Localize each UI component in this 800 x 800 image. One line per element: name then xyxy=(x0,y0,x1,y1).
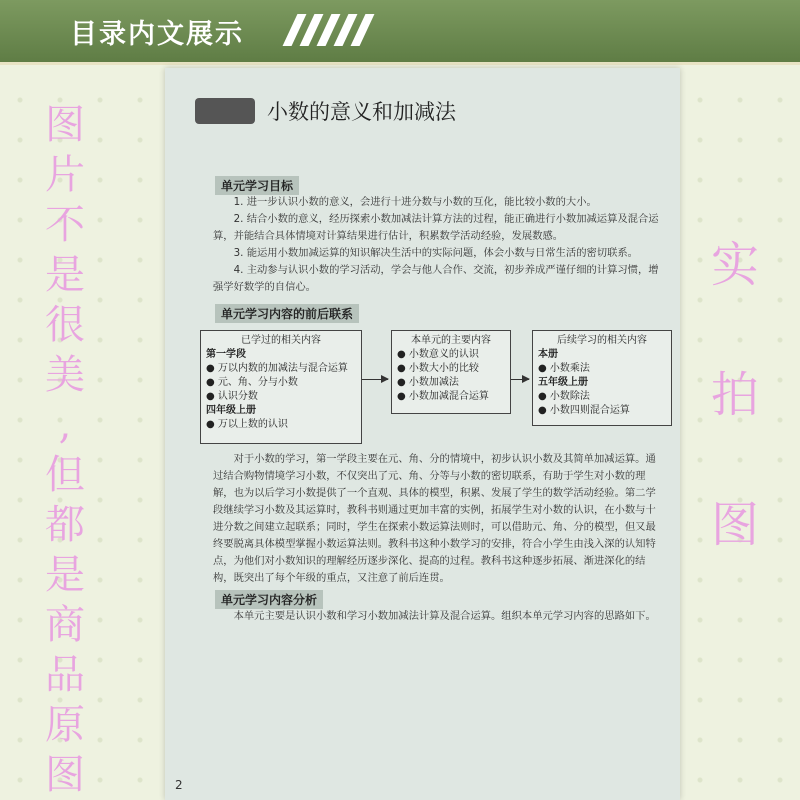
side-caption-right: 实 拍 图 xyxy=(710,237,759,553)
relation-text: 对于小数的学习，第一学段主要在元、角、分的情境中，初步认识小数及其简单加减运算。通过结合购物情境学习小数，不仅突出了元、角、分等与小数的密切联系，有助于学生对小数的理解，也为以后学习小数提供了一个直观、具体的模型，积累、发展了学生的数学活动经验。第二学段继续学习小数及其运算时，教科书则通过更加丰富的实例，拓展学生对小数的认识，在小数与十进分数之间建立起联系；同时，学生在探索小数运算法则时，可以借助元、角、分的模型，但又最终要脱离具体模型掌握小数运算法则。教科书这种小数学习的安排，符合小学生由浅入深的认知特点，为他们对小数知识的理解经历逐步深化、提高的过程。教科书这种逐步拓展、渐进深化的结构，既突出了每个年级的重点，又注意了前后连贯。 xyxy=(213,453,656,584)
goals-text: 1. 进一步认识小数的意义，会进行十进分数与小数的互化，能比较小数的大小。 2. 结合小数的意义，经历探索小数加减法计算方法的过程，能正确进行小数加减运算及混合运算，并能结合具体情境对计算结果进行估计，积累数学活动经验，发展数感。 3. 能运用小数加减运算的知识解决生活中的实际问题，体会小数与日常生活的密切联系。 4. 主动参与认识小数的学习活动，学会与他人合作、交流，初步养成严谨仔细的计算习惯，增强学好数学的自信心。 xyxy=(213,196,659,293)
analysis-text: 本单元主要是认识小数和学习小数加减法计算及混合运算。组织本单元学习内容的思路如下。 xyxy=(233,610,656,622)
chapter-number-badge xyxy=(195,98,255,124)
section-heading-analysis: 单元学习内容分析 xyxy=(215,590,323,609)
side-caption-left: 图 片 不 是 很 美 , 但 都 是 商 品 原 图 xyxy=(45,102,85,798)
arrow-right-icon xyxy=(511,379,529,380)
arrow-right-icon xyxy=(362,379,388,380)
stripe-decoration xyxy=(290,14,375,50)
chapter-heading xyxy=(195,96,456,126)
header-banner xyxy=(0,0,800,65)
page-number: 2 xyxy=(175,778,183,792)
section-heading-relation: 单元学习内容的前后联系 xyxy=(215,304,359,323)
main-content-box: 本单元的主要内容 ● 小数意义的认识 ● 小数大小的比较 ● 小数加减法 ● 小数加减混合运算 xyxy=(391,330,511,414)
book-page xyxy=(165,68,680,800)
prev-content-box: 已学过的相关内容 第一学段 ● 万以内数的加减法与混合运算 ● 元、角、分与小数 ● 认识分数 四年级上册 ● 万以上数的认识 xyxy=(200,330,362,444)
next-content-box: 后续学习的相关内容 本册 ● 小数乘法 五年级上册 ● 小数除法 ● 小数四则混合运算 xyxy=(532,330,672,426)
banner-title: 目录内文展示 xyxy=(70,19,244,50)
chapter-title: 小数的意义和加减法 xyxy=(267,100,456,124)
section-heading-goals: 单元学习目标 xyxy=(215,176,299,195)
